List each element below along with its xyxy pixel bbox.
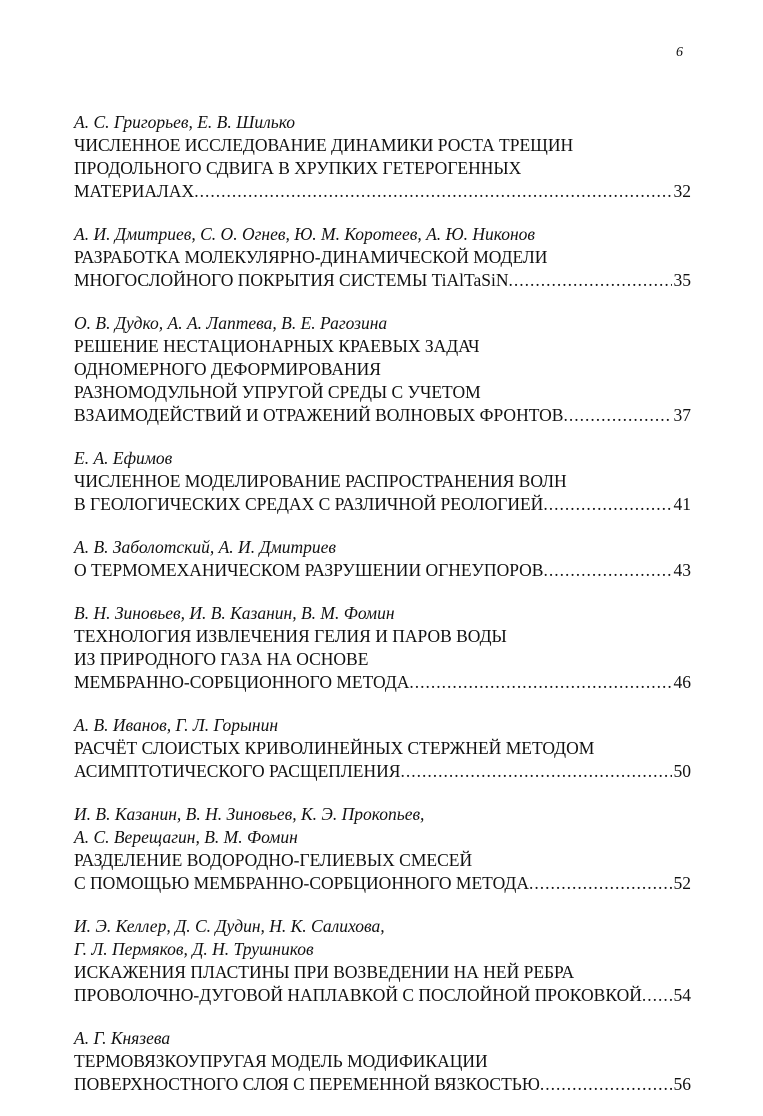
entry-authors: И. Э. Келлер, Д. С. Дудин, Н. К. Салихова, xyxy=(74,916,385,936)
page-number: 6 xyxy=(676,45,683,60)
dot-leader xyxy=(409,671,671,694)
entry-title-last-line xyxy=(74,671,691,694)
entry-title-line: ИСКАЖЕНИЯ ПЛАСТИНЫ ПРИ ВОЗВЕДЕНИИ НА НЕЙ РЕБРА xyxy=(74,962,575,982)
entry-page-number[interactable]: 35 xyxy=(673,270,691,290)
entry-title-line: РАСЧЁТ СЛОИСТЫХ КРИВОЛИНЕЙНЫХ СТЕРЖНЕЙ МЕТОДОМ xyxy=(74,738,595,758)
entry-title-last-line xyxy=(74,559,691,582)
entry-page-number[interactable]: 52 xyxy=(673,873,691,893)
entry-title-line: О ТЕРМОМЕХАНИЧЕСКОМ РАЗРУШЕНИИ ОГНЕУПОРОВ xyxy=(74,560,544,580)
entry-title-line: МАТЕРИАЛАХ xyxy=(74,181,195,201)
entry-title-line: РАЗДЕЛЕНИЕ ВОДОРОДНО-ГЕЛИЕВЫХ СМЕСЕЙ xyxy=(74,850,473,870)
entry-authors: Е. А. Ефимов xyxy=(74,448,173,468)
entry-title-line: ТЕРМОВЯЗКОУПРУГАЯ МОДЕЛЬ МОДИФИКАЦИИ xyxy=(74,1051,488,1071)
entry-page-number[interactable]: 32 xyxy=(673,181,691,201)
entry-authors: А. В. Иванов, Г. Л. Горынин xyxy=(74,715,279,735)
entry-title-line: С ПОМОЩЬЮ МЕМБРАННО-СОРБЦИОННОГО МЕТОДА xyxy=(74,873,529,893)
entry-title-line: ОДНОМЕРНОГО ДЕФОРМИРОВАНИЯ xyxy=(74,359,381,379)
entry-title-last-line xyxy=(74,984,691,1007)
entry-page-number[interactable]: 56 xyxy=(673,1074,691,1094)
toc-entry[interactable] xyxy=(74,1027,691,1096)
entry-authors: Г. Л. Пермяков, Д. Н. Трушников xyxy=(74,939,314,959)
entry-page-number[interactable]: 50 xyxy=(673,761,691,781)
entry-title-line: РАЗНОМОДУЛЬНОЙ УПРУГОЙ СРЕДЫ С УЧЕТОМ xyxy=(74,382,481,402)
entry-title-line: МЕМБРАННО-СОРБЦИОННОГО МЕТОДА xyxy=(74,672,410,692)
entry-authors: О. В. Дудко, А. А. Лаптева, В. Е. Рагозина xyxy=(74,313,388,333)
entry-title-last-line xyxy=(74,1073,691,1096)
entry-title-last-line xyxy=(74,404,691,427)
dot-leader xyxy=(563,404,671,427)
entry-page-number[interactable]: 41 xyxy=(673,494,691,514)
entry-title-line: АСИМПТОТИЧЕСКОГО РАСЩЕПЛЕНИЯ xyxy=(74,761,401,781)
toc-entry[interactable] xyxy=(74,714,691,783)
entry-title-last-line xyxy=(74,493,691,516)
entry-authors: А. С. Григорьев, Е. В. Шилько xyxy=(74,112,295,132)
entry-authors: В. Н. Зиновьев, И. В. Казанин, В. М. Фомин xyxy=(74,603,395,623)
entry-authors: А. С. Верещагин, В. М. Фомин xyxy=(74,827,298,847)
toc-entry[interactable] xyxy=(74,111,691,203)
entry-title-line: РАЗРАБОТКА МОЛЕКУЛЯРНО-ДИНАМИЧЕСКОЙ МОДЕЛИ xyxy=(74,247,548,267)
entry-title-last-line xyxy=(74,760,691,783)
entry-authors: А. Г. Князева xyxy=(74,1028,171,1048)
entry-title-last-line xyxy=(74,872,691,895)
entry-title-line: ЧИСЛЕННОЕ МОДЕЛИРОВАНИЕ РАСПРОСТРАНЕНИЯ ВОЛН xyxy=(74,471,567,491)
toc-entry[interactable] xyxy=(74,536,691,582)
entry-title-line: МНОГОСЛОЙНОГО ПОКРЫТИЯ СИСТЕМЫ TiAlTaSiN xyxy=(74,270,509,290)
dot-leader xyxy=(543,559,671,582)
entry-title-line: ТЕХНОЛОГИЯ ИЗВЛЕЧЕНИЯ ГЕЛИЯ И ПАРОВ ВОДЫ xyxy=(74,626,507,646)
toc-entry[interactable] xyxy=(74,312,691,427)
table-of-contents xyxy=(74,111,691,1116)
entry-title-line: ПРОДОЛЬНОГО СДВИГА В ХРУПКИХ ГЕТЕРОГЕННЫХ xyxy=(74,158,522,178)
entry-title-line: ЧИСЛЕННОЕ ИССЛЕДОВАНИЕ ДИНАМИКИ РОСТА ТРЕЩИН xyxy=(74,135,574,155)
dot-leader xyxy=(509,269,672,292)
toc-entry[interactable] xyxy=(74,223,691,292)
toc-entry[interactable] xyxy=(74,915,691,1007)
entry-title-last-line xyxy=(74,269,691,292)
entry-page-number[interactable]: 46 xyxy=(673,672,691,692)
entry-title-line: ПРОВОЛОЧНО-ДУГОВОЙ НАПЛАВКОЙ С ПОСЛОЙНОЙ ПРОКОВКОЙ xyxy=(74,985,642,1005)
entry-title-last-line xyxy=(74,180,691,203)
dot-leader xyxy=(543,493,671,516)
toc-entry[interactable] xyxy=(74,602,691,694)
entry-title-line: ВЗАИМОДЕЙСТВИЙ И ОТРАЖЕНИЙ ВОЛНОВЫХ ФРОНТОВ xyxy=(74,405,564,425)
entry-authors: А. В. Заболотский, А. И. Дмитриев xyxy=(74,537,336,557)
dot-leader xyxy=(400,760,671,783)
dot-leader xyxy=(194,180,671,203)
entry-title-line: В ГЕОЛОГИЧЕСКИХ СРЕДАХ С РАЗЛИЧНОЙ РЕОЛОГИЕЙ xyxy=(74,494,544,514)
entry-page-number[interactable]: 43 xyxy=(673,560,691,580)
entry-page-number[interactable]: 37 xyxy=(673,405,691,425)
entry-authors: А. И. Дмитриев, С. О. Огнев, Ю. М. Коротеев, А. Ю. Никонов xyxy=(74,224,536,244)
entry-title-line: ПОВЕРХНОСТНОГО СЛОЯ С ПЕРЕМЕННОЙ ВЯЗКОСТЬЮ xyxy=(74,1074,540,1094)
dot-leader xyxy=(642,984,672,1007)
entry-title-line: ИЗ ПРИРОДНОГО ГАЗА НА ОСНОВЕ xyxy=(74,649,369,669)
dot-leader xyxy=(529,872,672,895)
entry-title-line: РЕШЕНИЕ НЕСТАЦИОНАРНЫХ КРАЕВЫХ ЗАДАЧ xyxy=(74,336,480,356)
toc-entry[interactable] xyxy=(74,803,691,895)
dot-leader xyxy=(540,1073,672,1096)
entry-page-number[interactable]: 54 xyxy=(673,985,691,1005)
entry-authors: И. В. Казанин, В. Н. Зиновьев, К. Э. Прокопьев, xyxy=(74,804,425,824)
toc-entry[interactable] xyxy=(74,447,691,516)
